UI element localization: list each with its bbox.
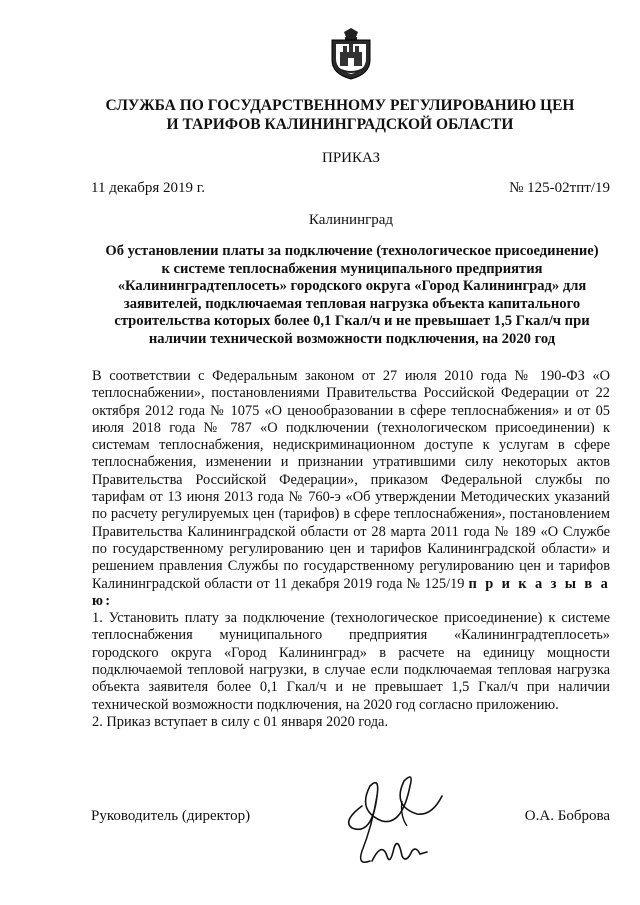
order-item-1: 1. Установить плату за подключение (технологическое присоединение) к системе теплоснабжения муниципального предприятия «Калининградтеплосеть» городского округа «Город Калининград» в расчете на единицу мощности подключаемой тепловой нагрузки, в случае если подключаемая тепловая нагрузка объекта заявителя более 0,1 Гкал/ч и не превышает 1,5 Гкал/ч при наличии технической возможности подключения, на 2020 год согласно приложению. <box>92 610 610 713</box>
signatory-position: Руководитель (директор) <box>91 808 251 824</box>
preamble-text: В соответствии с Федеральным законом от 27 июля 2010 года № 190-ФЗ «О теплоснабжении», постановлениями Правительства Российской Федерации от 22 октября 2012 года № 1075 «О ценообразовании в сфере теплоснабжения» и от 05 июля 2018 года № 787 «О подключении (технологическом присоединении) к системам теплоснабжения, недискриминационном доступе к услугам в сфере теплоснабжения, изменении и признании утратившими силу некоторых актов Правительства Российской Федерации», приказом Федеральной службы по тарифам от 13 июня 2013 года № 760-э «Об утверждении Методических указаний по расчету регулируемых цен (тарифов) в сфере теплоснабжения», постановлением Правительства Калининградской области от 28 марта 2011 года № 189 «О Службе по государственному регулированию цен и тарифов Калининградской области» и решением правления Службы по государственному регулированию цен и тарифов Калининградской области от 11 декабря 2019 года № 125/19 <box>92 368 610 592</box>
document-number: № 125-02тпт/19 <box>509 180 610 196</box>
order-item-2: 2. Приказ вступает в силу с 01 января 2020 года. <box>92 713 389 730</box>
organization-name <box>0 96 640 134</box>
document-city: Калининград <box>308 212 394 228</box>
document-date: 11 декабря 2019 г. <box>91 180 205 196</box>
subject-line: к системе теплоснабжения муниципального предприятия <box>161 260 543 277</box>
subject-line: «Калининградтеплосеть» городского округа «Город Калининград» для <box>117 278 587 294</box>
subject-line: строительства которых более 0,1 Гкал/ч и не превышает 1,5 Гкал/ч при <box>114 313 590 329</box>
org-line-2: И ТАРИФОВ КАЛИНИНГРАДСКОЙ ОБЛАСТИ <box>166 116 514 133</box>
subject-line: Об установлении платы за подключение (технологическое присоединение) <box>105 243 599 259</box>
handwritten-signature-icon <box>332 766 462 886</box>
subject-line: заявителей, подключаемая тепловая нагрузка объекта капитального <box>123 295 581 312</box>
document-type: ПРИКАЗ <box>322 150 380 166</box>
org-line-1: СЛУЖБА ПО ГОСУДАРСТВЕННОМУ РЕГУЛИРОВАНИЮ ЦЕН <box>105 97 575 114</box>
kaliningrad-coat-of-arms-icon <box>329 28 373 80</box>
order-word: п р и к а з ы в а ю: <box>92 575 610 609</box>
document-body <box>92 368 610 731</box>
signatory-name: О.А. Боброва <box>524 808 610 824</box>
subject-line: наличии технической возможности подключения, на 2020 год <box>148 330 556 347</box>
document-subject <box>92 243 612 348</box>
preamble-paragraph <box>92 368 610 610</box>
